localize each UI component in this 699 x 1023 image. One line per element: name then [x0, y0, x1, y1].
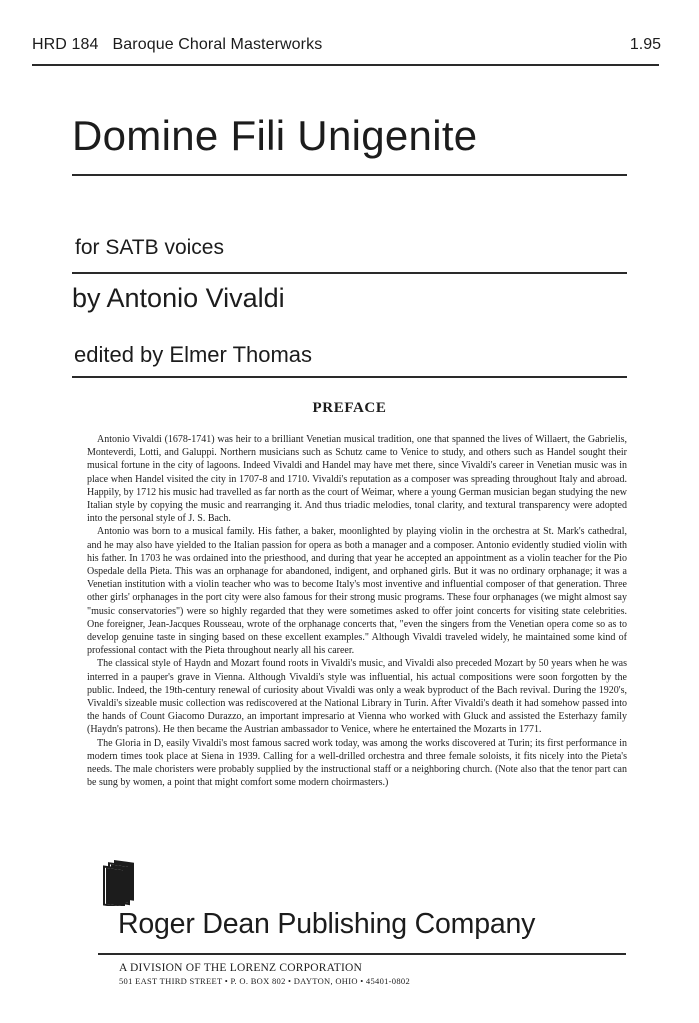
price: 1.95: [629, 36, 661, 53]
publisher-address: 501 EAST THIRD STREET • P. O. BOX 802 • DAYTON, OHIO • 45401-0802: [119, 976, 410, 986]
title-divider: [72, 174, 627, 176]
series-name: Baroque Choral Masterworks: [112, 36, 323, 53]
preface-paragraph: The Gloria in D, easily Vivaldi's most famous sacred work today, was among the works discovered at Turin; its first performance in modern times took place at Siena in 1939. Calling for a well-drilled orchestra and three female soloists, it fits nicely into the Pieta's needs. The male choristers were probably supplied by the instructional staff or a neighboring church. (Note also that the tenor part can be sung by women, a point that might comfort some modern choirmasters.): [87, 737, 627, 789]
page-title: Domine Fili Unigenite: [72, 112, 478, 159]
preface-paragraph: Antonio Vivaldi (1678-1741) was heir to a brilliant Venetian musical tradition, one that spanned the lives of Willaert, the Gabrielis, Monteverdi, Lotti, and Galuppi. Northern musicians such as Schutz came to Venice to study, and others such as Handel sought their musical fortune in the city of lagoons. Indeed Vivaldi and Handel may have met there, since Vivaldi's career in Venetian music was in place when Handel visited the city in 1707-8 and 1710. Vivaldi's reputation as a composer was spreading throughout Italy and abroad. Happily, by 1712 his music had travelled as far north as the court of Weimar, where a young German musician began studying the new Italian style by copying the music and rearranging it. And thus triadic melodies, tonal clarity, and textural transparency were adopted into the personal style of J. S. Bach.: [87, 434, 627, 525]
header-divider: [32, 64, 659, 66]
publisher-divider: [98, 953, 626, 955]
editor: edited by Elmer Thomas: [74, 342, 313, 367]
editor-divider: [72, 376, 627, 378]
preface-paragraph: The classical style of Haydn and Mozart found roots in Vivaldi's music, and Vivaldi also preceded Mozart by 50 years when he was interred in a pauper's grave in Vienna. Although Vivaldi's style was influential, his actual compositions were soon forgotten by the public. Indeed, the 19th-century renewal of curiosity about Vivaldi was only a weak byproduct of the Bach revival. During the 1920's, Vivaldi's sizeable music collection was rediscovered at the National Library in Turin. After Vivaldi's death it had somehow passed into the hands of Count Giacomo Durazzo, an important impresario at Vienna who worked with Gluck and assisted the Esterhazy family (Haydn's patrons). He then became the Austrian ambassador to Venice, where he entertained the Mozarts in 1771.: [87, 658, 627, 736]
header: [32, 36, 322, 54]
composer: by Antonio Vivaldi: [72, 283, 285, 313]
publisher-division: A DIVISION OF THE LORENZ CORPORATION: [119, 962, 363, 974]
publisher-name: Roger Dean Publishing Company: [118, 908, 536, 940]
voicing-divider: [72, 272, 627, 274]
preface-paragraph: Antonio was born to a musical family. His father, a baker, moonlighted by playing violin in the orchestra at St. Mark's cathedral, and he may also have yielded to the Italian passion for opera as both a manager and a composer. Antonio evidently studied violin with his father. In 1703 he was ordained into the priesthood, and during that year he accepted an appointment as a violin teacher for the Pio Ospedale della Pieta. This was an orphanage for abandoned, indigent, and orphaned girls. But it was no ordinary orphanage; it was a Venetian institution with a violin teacher who was to become Italy's most inventive and influential composer of that generation. Three other girls' orphanages in the port city were also famous for their strong music programs. These four orphanages (we might almost say "music conservatories") were so highly regarded that they were sometimes asked to offer joint concerts for visiting state celebrities. One foreigner, Jean-Jacques Rousseau, wrote of the orphanage concerts that, "even the singers from the Venetian opera come so as to develop genuine taste in singing based on these excellent examples." Although Vivaldi traveled widely, he maintained some kind of professional contact with the Pieta throughout nearly all his career.: [87, 526, 627, 657]
catalog-code: HRD 184: [32, 36, 99, 53]
stacked-books-logo-icon: [100, 856, 144, 906]
voicing: for SATB voices: [75, 236, 224, 259]
preface-text: [87, 433, 627, 789]
preface-heading: PREFACE: [312, 400, 387, 416]
